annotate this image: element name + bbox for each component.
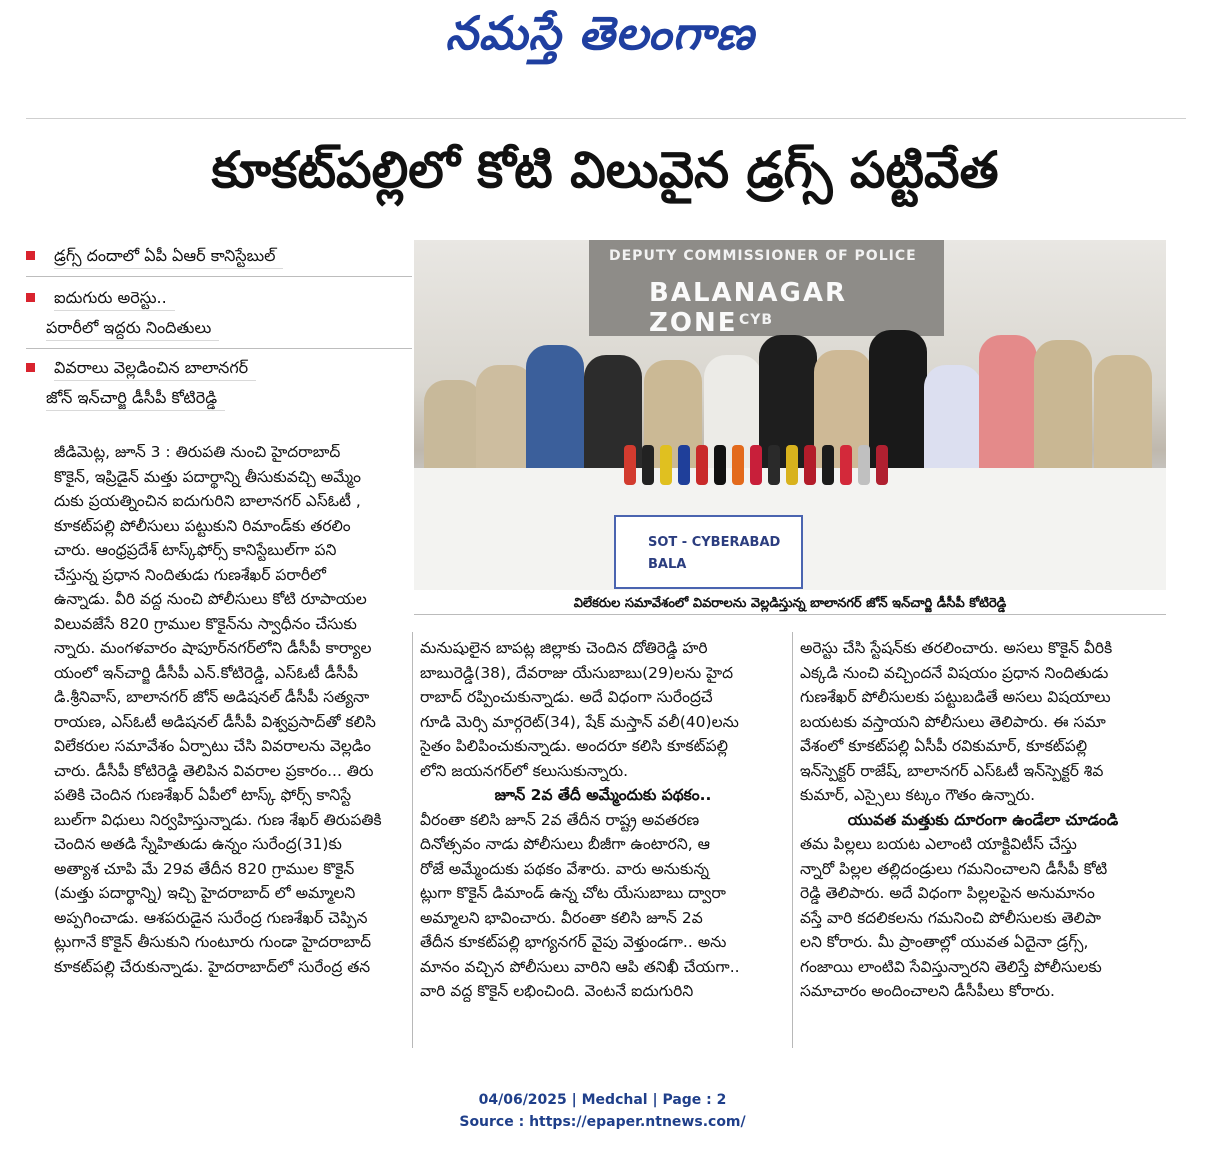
table-sign-line-2: BALA — [648, 557, 687, 572]
text-line: ఉన్నాడు. వీరి వద్ద నుంచి పోలీసులు కోటి రూపాయల — [54, 590, 367, 608]
column-3-paragraph-2 — [800, 832, 1166, 1004]
text-line: గూడి మెర్సి మార్గరెట్(34), షేక్ మస్తాన్ వలీ(40)లను — [420, 712, 739, 731]
text-line: రోజే అమ్మేందుకు పథకం వేశారు. వారు అనుకున్న — [420, 859, 709, 878]
text-line: వేశంలో కూకట్‌పల్లి ఏసీపీ రవికుమార్, కూకట్‌పల్లి — [800, 737, 1088, 755]
column-2-subhead: జూన్ 2వ తేదీ అమ్మేందుకు పథకం.. — [494, 786, 712, 804]
text-line: మనుషులైన బాపట్ల జిల్లాకు చెందిన దోతిరెడ్డి హరి — [420, 639, 708, 657]
person — [1094, 355, 1152, 475]
person — [924, 365, 982, 475]
divider — [26, 276, 412, 277]
text-line: మానం వచ్చిన పోలీసులు వారిని ఆపి తనిఖీ చేయగా.. — [420, 957, 740, 976]
photo-backdrop-banner — [589, 240, 944, 336]
microphone — [732, 445, 744, 485]
banner-line-2: BALANAGAR ZONE — [649, 278, 847, 338]
subhead-3-line-2: జోన్ ఇన్‌చార్జి డీసీపీ కోటిరెడ్డి — [46, 386, 225, 411]
text-line: ఎక్కడి నుంచి వచ్చిందనే విషయం ప్రధాన నిందితుడు — [800, 663, 1109, 682]
subhead-2-line-2: పరారీలో ఇద్దరు నిందితులు — [46, 316, 219, 341]
bullet-icon — [26, 363, 35, 372]
text-line: ట్లుగా కొకైన్ డిమాండ్ ఉన్న చోట యేసుబాబు ద్వారా — [420, 884, 726, 902]
microphone — [822, 445, 834, 485]
press-meet-photo — [414, 240, 1166, 590]
text-line: బుల్‌గా విధులు నిర్వహిస్తున్నాడు. గుణ శేఖర్ తిరుపతికి — [54, 810, 382, 829]
text-line: అరెస్టు చేసి స్టేషన్‌కు తరలించారు. అసలు కొకైన్ వీరికి — [800, 639, 1113, 657]
microphone — [642, 445, 654, 485]
microphone — [714, 445, 726, 485]
column-2-paragraph-2 — [420, 808, 786, 1004]
column-3-subhead: యువత మత్తుకు దూరంగా ఉండేలా చూడండి — [847, 810, 1119, 829]
text-line: ట్లుగానే కొకైన్ తీసుకుని గుంటూరు గుండా హైదరాబాద్ — [54, 933, 372, 951]
text-line: వారి వద్ద కొకైన్ లభించింది. వెంటనే ఐదుగురిని — [420, 982, 694, 1000]
microphone — [696, 445, 708, 485]
footer-date-line: 04/06/2025 | Medchal | Page : 2 — [478, 1092, 727, 1108]
banner-line-1: DEPUTY COMMISSIONER OF POLICE — [609, 248, 917, 264]
microphone — [858, 445, 870, 485]
microphone — [876, 445, 888, 485]
photo-caption: విలేకరుల సమావేశంలో వివరాలను వెల్లడిస్తున్న బాలానగర్ జోన్ ఇన్‌చార్జి డీసీపీ కోటిరెడ్డి — [414, 594, 1166, 615]
person — [1034, 340, 1092, 475]
subhead-1-line-1: డ్రగ్స్ దందాలో ఏపీ ఏఆర్ కానిస్టేబుల్ — [54, 244, 283, 269]
banner-line-3: CYB — [739, 312, 774, 328]
person — [979, 335, 1037, 475]
article-column-2 — [420, 636, 786, 1004]
column-divider — [412, 632, 413, 1048]
article-column-1 — [54, 440, 410, 979]
bullet-icon — [26, 251, 35, 260]
person — [424, 380, 482, 475]
microphone — [804, 445, 816, 485]
text-line: యంలో ఇన్‌చార్జి డీసీపీ ఎన్.కోటిరెడ్డి, ఎస్‌ఓటీ డీసీపీ — [54, 663, 359, 682]
text-line: దినోత్సవం నాడు పోలీసులు బీజీగా ఉంటారని, ఆ — [420, 835, 710, 853]
text-line: జీడిమెట్ల, జూన్ 3 : తిరుపతి నుంచి హైదరాబాద్ — [54, 443, 341, 461]
microphone — [660, 445, 672, 485]
bullet-icon — [26, 293, 35, 302]
text-line: అమ్మాలని భావించారు. వీరంతా కలిసి జూన్ 2వ — [420, 908, 703, 927]
text-line: డి.శ్రీనివాస్, బాలానగర్ జోన్ అడిషనల్ డీసీపీ సత్యనా — [54, 688, 370, 706]
footer-source-line: Source : https://epaper.ntnews.com/ — [459, 1114, 746, 1130]
article-column-3 — [800, 636, 1166, 1004]
column-2-paragraph-1 — [420, 636, 786, 783]
text-line: పతికి చెందిన గుణశేఖర్ ఏపీలో టాస్క్ ఫోర్స్ కానిస్టే — [54, 786, 352, 804]
text-line: ఇన్‌స్పెక్టర్ రాజేష్, బాలానగర్ ఎస్‌ఓటీ ఇన్‌స్పెక్టర్ శివ — [800, 761, 1104, 780]
text-line: రాబాద్ రప్పించుకున్నాడు. అదే విధంగా సురేంద్రచే — [420, 688, 713, 706]
text-line: రాయణ, ఎస్‌ఓటీ అడిషనల్ డీసీపీ విశ్వప్రసాద్‌తో కలిసి — [54, 712, 376, 731]
text-line: చెందిన అతడి స్నేహితుడు ఉన్నం సురేంద్ర(31)కు — [54, 835, 342, 853]
text-line: లని కోరారు. మీ ప్రాంతాల్లో యువత ఏదైనా డ్రగ్స్, — [800, 933, 1089, 951]
text-line: చారు. ఆంధ్రప్రదేశ్ టాస్క్‌ఫోర్స్ కానిస్టేబుల్‌గా పని — [54, 541, 337, 559]
text-line: తేదీన కూకట్‌పల్లి భాగ్యనగర్ వైపు వెళ్తుండగా.. అను — [420, 933, 727, 951]
person — [526, 345, 584, 475]
table-sign — [614, 515, 803, 589]
subhead-2-line-1: ఐదుగురు అరెస్టు.. — [54, 286, 175, 311]
text-line: సైతం పిలిపించుకున్నాడు. అందరూ కలిసి కూకట్‌పల్లి — [420, 737, 728, 755]
text-line: కూకట్‌పల్లి చేరుకున్నాడు. హైదరాబాద్‌లో సురేంద్ర తన — [54, 957, 371, 976]
text-line: చేస్తున్న ప్రధాన నిందితుడు గుణశేఖర్ పరారీలో — [54, 565, 327, 584]
text-line: దుకు ప్రయత్నించిన ఐదుగురిని బాలానగర్ ఎస్‌ఓటీ , — [54, 492, 361, 510]
text-line: అప్పగించాడు. ఆశపరుడైన సురేంద్ర గుణశేఖర్ చెప్పిన — [54, 908, 368, 927]
text-line: కొకైన్, ఇప్రిడైన్ మత్తు పదార్థాన్ని తీసుకువచ్చి అమ్మేం — [54, 467, 362, 486]
divider — [26, 348, 412, 349]
text-line: వస్తే వారి కదలికలను గమనించి పోలీసులకు తెలిపా — [800, 908, 1101, 927]
text-line: న్నారో పిల్లల తల్లిదండ్రులు గమనించాలని డీసీపీ కోటి — [800, 859, 1108, 878]
headline: కూకట్‌పల్లిలో కోటి విలువైన డ్రగ్స్ పట్టివేత — [211, 141, 999, 199]
subhead-3-line-1: వివరాలు వెల్లడించిన బాలానగర్ — [54, 356, 256, 381]
masthead — [0, 0, 1205, 80]
microphone — [786, 445, 798, 485]
text-line: సమాచారం అందించాలని డీసీపీలు కోరారు. — [800, 982, 1055, 1000]
text-line: చారు. డీసీపీ కోటిరెడ్డి తెలిపిన వివరాల ప్రకారం... తిరు — [54, 761, 374, 780]
column-3-paragraph-1 — [800, 636, 1166, 808]
microphone — [624, 445, 636, 485]
masthead-title: నమస్తే తెలంగాణ — [445, 6, 755, 60]
text-line: లోని జయనగర్‌లో కలుసుకున్నారు. — [420, 761, 629, 780]
microphone — [678, 445, 690, 485]
text-line: తమ పిల్లలు బయట ఎలాంటి యాక్టివిటీస్ చేస్తు — [800, 835, 1077, 853]
column-divider — [792, 632, 793, 1048]
text-line: గంజాయి లాంటివి సేవిస్తున్నారని తెలిస్తే పోలీసులకు — [800, 957, 1102, 976]
text-line: (మత్తు పదార్థాన్ని) ఇచ్చి హైదరాబాద్ లో అమ్మాలని — [54, 884, 356, 902]
text-line: విలువజేసే 820 గ్రాముల కొకైన్‌ను స్వాధీనం చేసుకు — [54, 614, 357, 633]
text-line: బయటకు వస్తాయని పోలీసులు తెలిపారు. ఈ సమా — [800, 712, 1106, 731]
microphone — [768, 445, 780, 485]
text-line: బాబురెడ్డి(38), దేవరాజు యేసుబాబు(29)లను హైద — [420, 663, 734, 682]
text-line: కూకట్‌పల్లి పోలీసులు పట్టుకుని రిమాండ్‌కు తరలిం — [54, 516, 351, 535]
text-line: అత్యాశ చూపి మే 29వ తేదీన 820 గ్రాముల కొకైన్ — [54, 859, 355, 878]
text-line: కుమార్, ఎస్సైలు కట్కం గౌతం ఉన్నారు. — [800, 786, 1036, 804]
text-line: రెడ్డి తెలిపారు. అదే విధంగా పిల్లలపైన అనుమానం — [800, 884, 1095, 902]
microphone — [840, 445, 852, 485]
text-line: గుణశేఖర్ పోలీసులకు పట్టుబడితే అసలు విషయాలు — [800, 688, 1111, 706]
text-line: న్నారు. మంగళవారం షాపూర్‌నగర్‌లోని డీసీపీ కార్యాల — [54, 639, 372, 657]
microphone — [750, 445, 762, 485]
text-line: వీరంతా కలిసి జూన్ 2వ తేదీన రాష్ట్ర అవతరణ — [420, 810, 700, 829]
table-sign-line-1: SOT - CYBERABAD — [648, 535, 781, 550]
text-line: విలేకరుల సమావేశం ఏర్పాటు చేసి వివరాలను వెల్లడిం — [54, 737, 371, 755]
